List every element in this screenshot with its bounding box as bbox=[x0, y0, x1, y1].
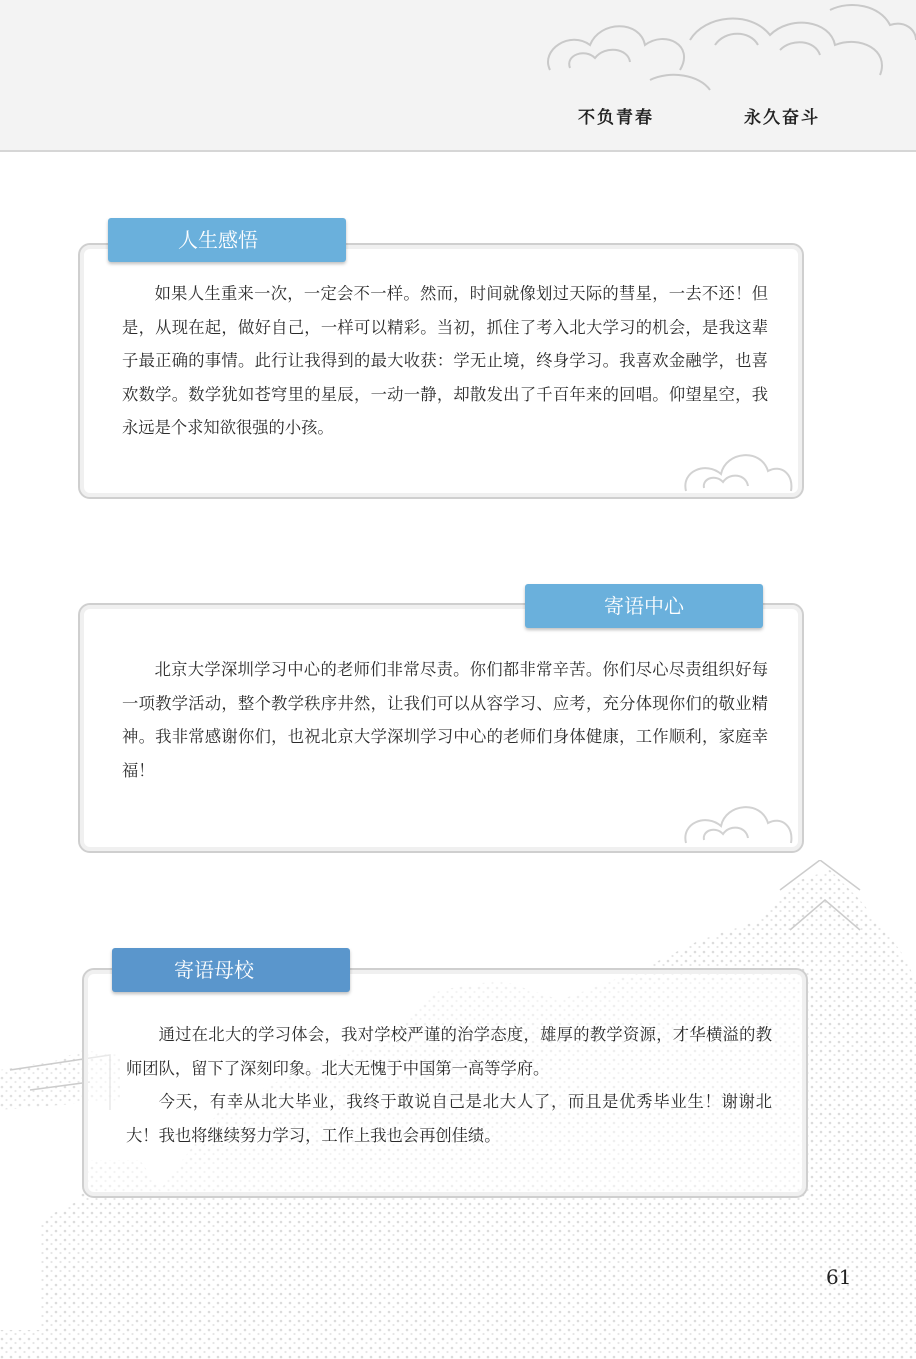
motto-right: 永久奋斗 bbox=[744, 108, 820, 128]
section-body-message-center bbox=[122, 653, 768, 787]
paragraph: 今天，有幸从北大毕业，我终于敢说自己是北大人了，而且是优秀毕业生！谢谢北大！我也将继续努力学习，工作上我也会再创佳绩。 bbox=[126, 1092, 772, 1145]
page-header bbox=[0, 0, 916, 152]
section-body-message-alma-mater bbox=[126, 1018, 772, 1152]
section-body-life-reflection bbox=[122, 277, 768, 445]
paragraph: 通过在北大的学习体会，我对学校严谨的治学态度，雄厚的教学资源，才华横溢的教师团队，留下了深刻印象。北大无愧于中国第一高等学府。 bbox=[126, 1025, 772, 1078]
paragraph: 如果人生重来一次，一定会不一样。然而，时间就像划过天际的彗星，一去不还！但是，从现在起，做好自己，一样可以精彩。当初，抓住了考入北大学习的机会，是我这辈子最正确的事情。此行让我得到的最大收获：学无止境，终身学习。我喜欢金融学，也喜欢数学。数学犹如苍穹里的星辰，一动一静，却散发出了千百年来的回唱。仰望星空，我永远是个求知欲很强的小孩。 bbox=[122, 284, 768, 437]
section-title-life-reflection: 人生感悟 bbox=[108, 218, 346, 262]
cloud-corner-icon bbox=[676, 436, 796, 496]
section-title-message-alma-mater: 寄语母校 bbox=[112, 948, 350, 992]
cloud-corner-icon bbox=[676, 788, 796, 848]
page-number: 61 bbox=[826, 1265, 852, 1289]
paragraph: 北京大学深圳学习中心的老师们非常尽责。你们都非常辛苦。你们尽心尽责组织好每一项教学活动，整个教学秩序井然，让我们可以从容学习、应考，充分体现你们的敬业精神。我非常感谢你们，也祝北京大学深圳学习中心的老师们身体健康，工作顺利，家庭幸福！ bbox=[122, 660, 768, 780]
cloud-ornament-icon bbox=[530, 0, 916, 100]
section-title-message-center: 寄语中心 bbox=[525, 584, 763, 628]
motto-left: 不负青春 bbox=[578, 108, 654, 128]
